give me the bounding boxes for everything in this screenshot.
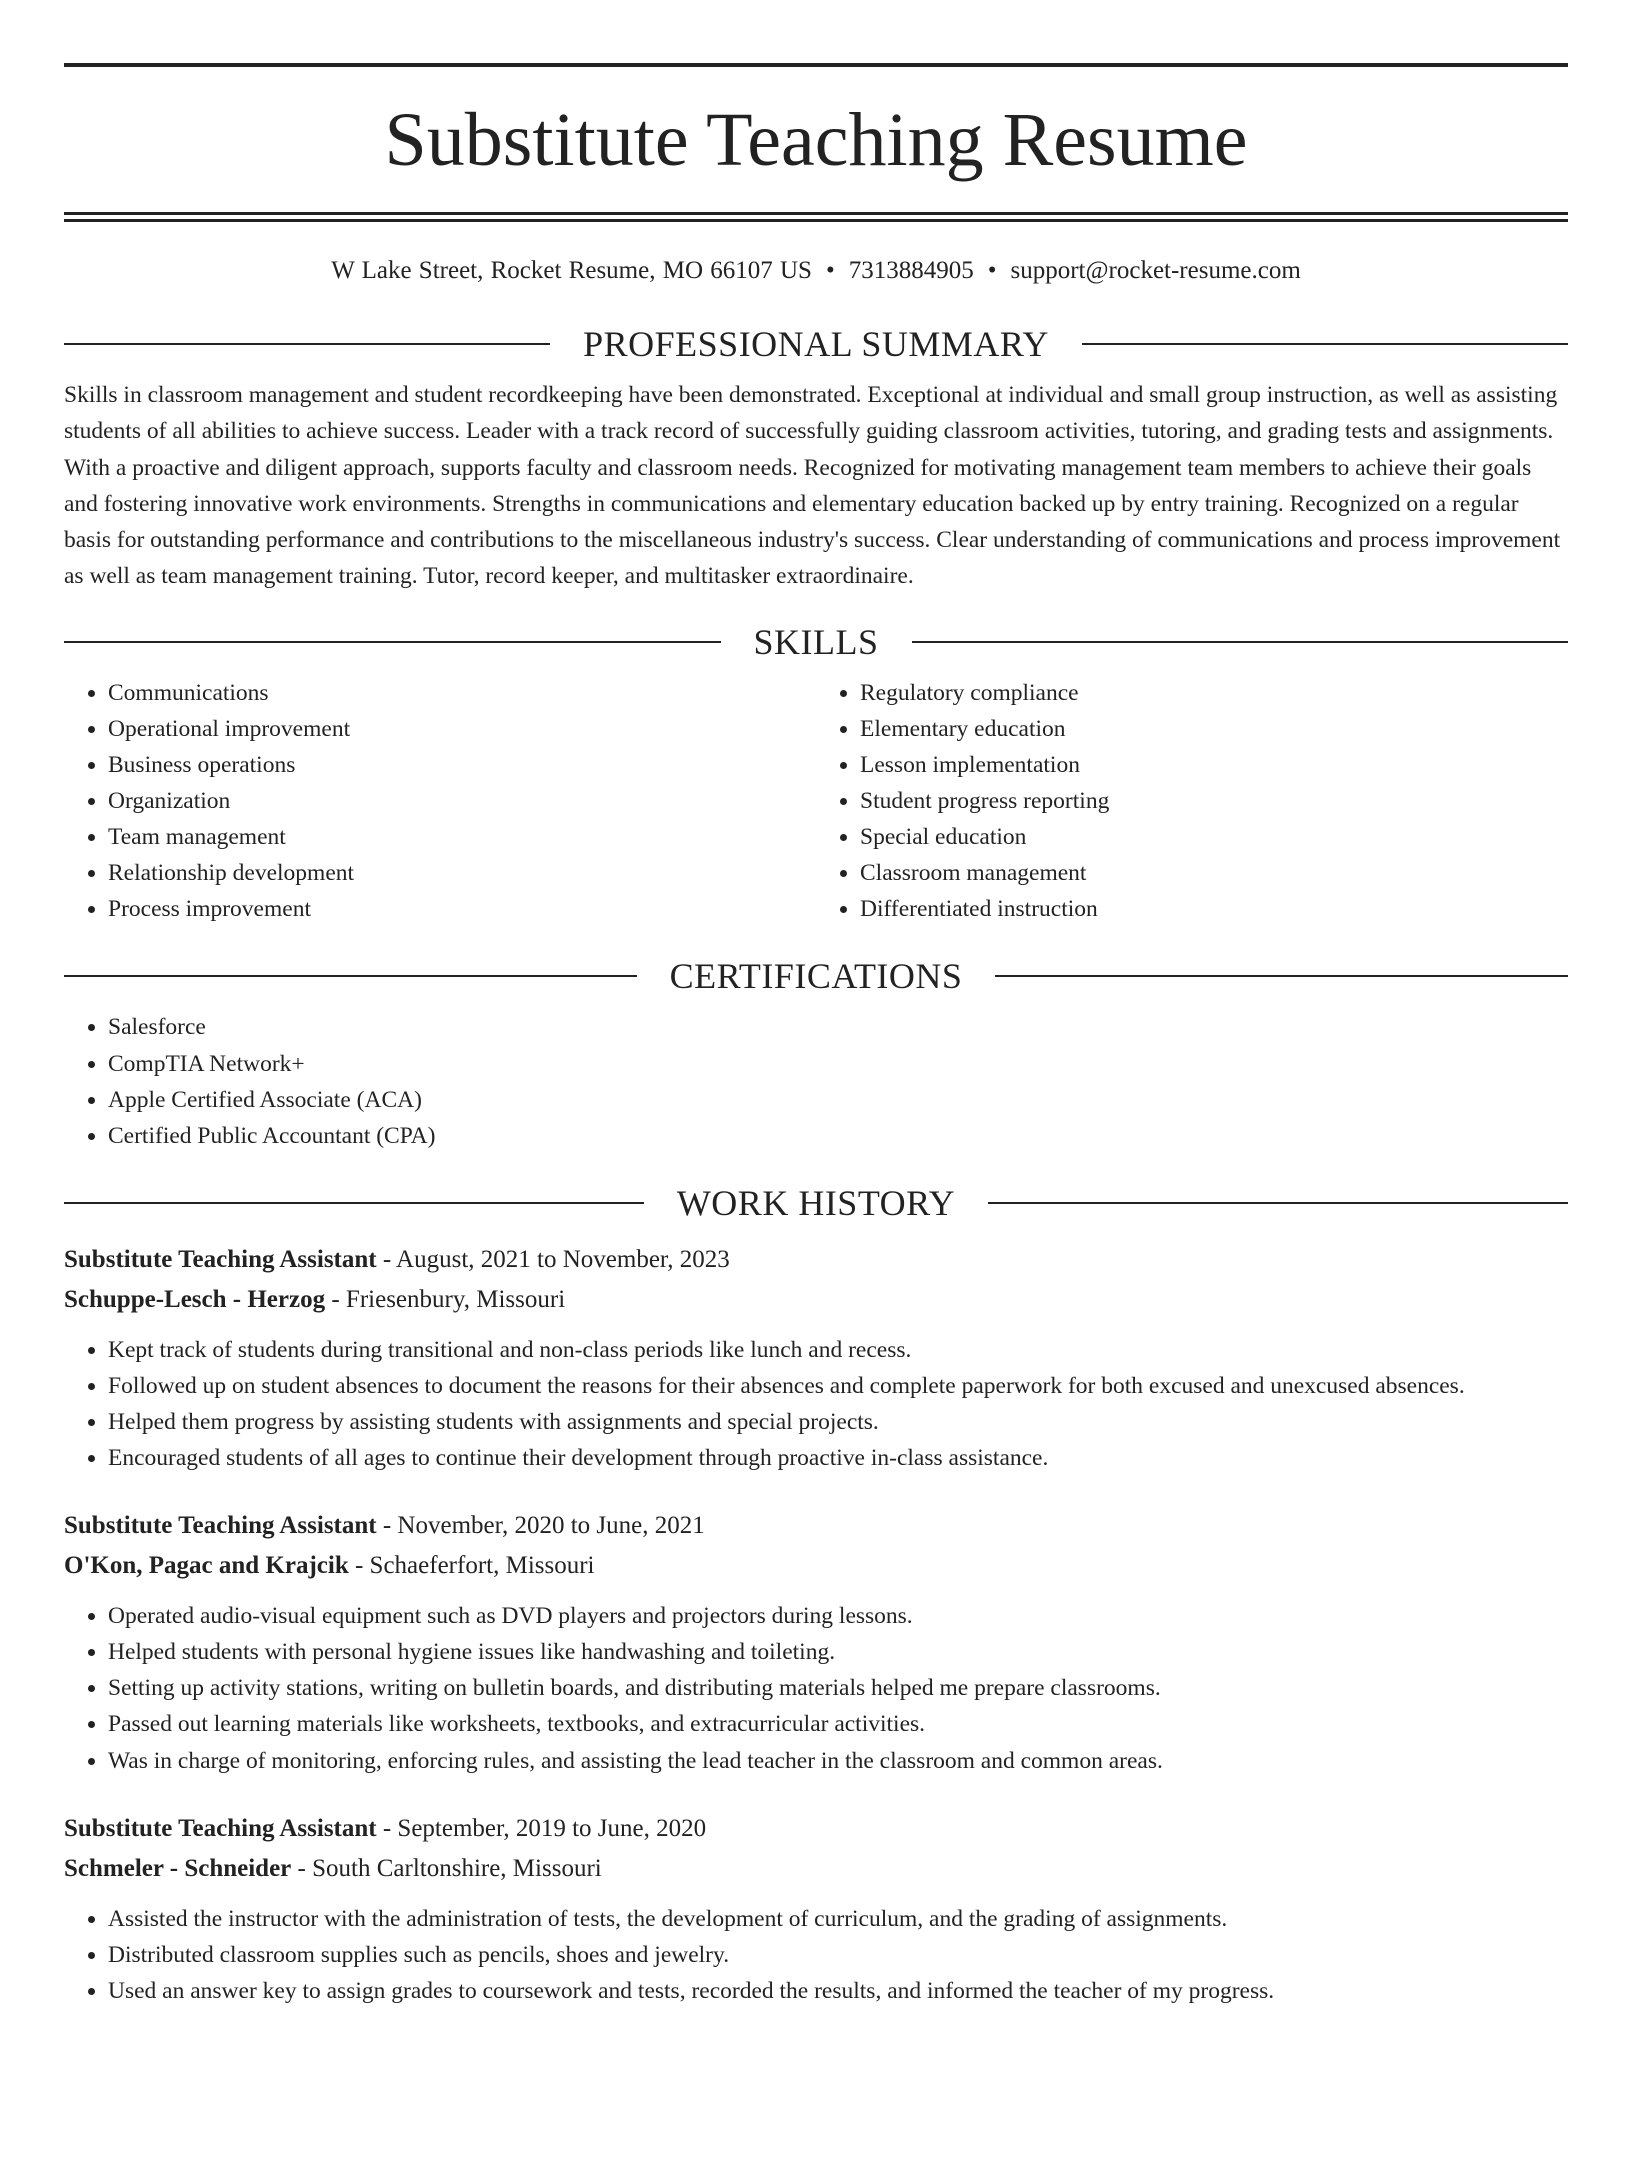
certifications-heading [64,953,1568,999]
skill-item: • Business operations [108,747,816,783]
certification-item: • Salesforce [108,1009,1568,1045]
heading-rule [912,641,1569,643]
job-company: O'Kon, Pagac and Krajcik [64,1552,349,1580]
certification-item: • Apple Certified Associate (ACA) [108,1082,1568,1118]
job-bullets [64,1901,1568,2009]
skill-item: • Student progress reporting [860,783,1568,819]
job-bullets [64,1332,1568,1476]
heading-rule [64,641,721,643]
job-company: Schmeler - Schneider [64,1854,292,1882]
heading-rule [64,975,637,977]
job-bullet: • Passed out learning materials like worksheets, textbooks, and extracurricular activities. [108,1706,1568,1742]
skills-left-column [64,675,816,928]
skill-item: • Communications [108,675,816,711]
job-title: Substitute Teaching Assistant [64,1245,377,1273]
skill-item: • Lesson implementation [860,747,1568,783]
contact-phone: 7313884905 [848,257,974,284]
heading-rule [995,975,1568,977]
job-dates: - August, 2021 to November, 2023 [376,1245,730,1273]
job-company: Schuppe-Lesch - Herzog [64,1285,326,1313]
skill-item: • Regulatory compliance [860,675,1568,711]
job-dates: - November, 2020 to June, 2021 [376,1512,705,1540]
contact-address: W Lake Street, Rocket Resume, MO 66107 US [331,257,812,284]
summary-heading-label: PROFESSIONAL SUMMARY [583,324,1049,364]
job-bullet: • Assisted the instructor with the administration of tests, the development of curriculum, and the grading of assignments. [108,1901,1568,1937]
resume-title: Substitute Teaching Resume [384,98,1248,182]
skill-item: • Organization [108,783,816,819]
job-title: Substitute Teaching Assistant [64,1814,377,1842]
job-entry [64,1809,1568,2009]
certification-item: • Certified Public Accountant (CPA) [108,1118,1568,1154]
skills-heading [64,619,1568,665]
work-history-heading-label: WORK HISTORY [676,1182,956,1223]
job-bullet: • Used an answer key to assign grades to coursework and tests, recorded the results, and informed the teacher of my progress. [108,1973,1568,2009]
contact-separator: • [825,257,835,284]
summary-text: Skills in classroom management and student recordkeeping have been demonstrated. Exceptional at individual and small group instruction, as well as assisting students of all abilities to achieve success. Leader with a track record of successfully guiding classroom activities, tutoring, and grading tests and assignments. With a proactive and diligent approach, supports faculty and classroom needs. Recognized for motivating management team members to achieve their goals and fostering innovative work environments. Strengths in communications and elementary education backed up by entry training. Recognized on a regular basis for outstanding performance and contributions to the miscellaneous industry's success. Clear understanding of communications and process improvement as well as team management training. Tutor, record keeper, and multitasker extraordinaire. [64,382,1561,590]
work-history-list [64,1240,1568,2009]
skill-item: • Classroom management [860,855,1568,891]
job-location: - Schaeferfort, Missouri [348,1552,595,1580]
contact-email: support@rocket-resume.com [1010,257,1301,284]
certification-item: • CompTIA Network+ [108,1046,1568,1082]
skill-item: • Special education [860,819,1568,855]
job-company-line [64,1280,1568,1320]
heading-rule [64,1202,644,1204]
job-bullet: • Operated audio-visual equipment such as DVD players and projectors during lessons. [108,1598,1568,1634]
certifications-heading-label: CERTIFICATIONS [669,956,963,997]
job-bullets [64,1598,1568,1778]
skills-heading-label: SKILLS [753,621,879,662]
job-title-line [64,1506,1568,1546]
job-entry [64,1506,1568,1778]
job-title-line [64,1809,1568,1849]
job-entry [64,1240,1568,1476]
skill-item: • Elementary education [860,711,1568,747]
job-company-line [64,1546,1568,1586]
job-company-line [64,1849,1568,1889]
summary-heading [64,321,1568,367]
title-double-rule [64,212,1568,222]
heading-rule [1082,343,1568,345]
contact-line [64,254,1568,288]
skills-right-column [816,675,1568,928]
job-location: - Friesenbury, Missouri [325,1285,566,1313]
skill-item: • Operational improvement [108,711,816,747]
job-title: Substitute Teaching Assistant [64,1512,377,1540]
skill-item: • Relationship development [108,855,816,891]
resume-page [0,63,1632,2175]
job-bullet: • Kept track of students during transitional and non-class periods like lunch and recess. [108,1332,1568,1368]
skill-item: • Differentiated instruction [860,891,1568,927]
job-bullet: • Helped them progress by assisting students with assignments and special projects. [108,1404,1568,1440]
job-bullet: • Distributed classroom supplies such as pencils, shoes and jewelry. [108,1937,1568,1973]
top-rule [64,63,1568,67]
job-bullet: • Followed up on student absences to document the reasons for their absences and complete paperwork for both excused and unexcused absences. [108,1368,1568,1404]
job-title-line [64,1240,1568,1280]
heading-rule [64,343,550,345]
job-location: - South Carltonshire, Missouri [291,1854,602,1882]
job-bullet: • Helped students with personal hygiene issues like handwashing and toileting. [108,1634,1568,1670]
job-bullet: • Setting up activity stations, writing on bulletin boards, and distributing materials helped me prepare classrooms. [108,1670,1568,1706]
job-bullet: • Encouraged students of all ages to continue their development through proactive in-class assistance. [108,1440,1568,1476]
certifications-list [64,1009,1568,1153]
skill-item: • Process improvement [108,891,816,927]
job-bullet: • Was in charge of monitoring, enforcing rules, and assisting the lead teacher in the classroom and common areas. [108,1743,1568,1779]
skills-list [64,675,1568,928]
job-dates: - September, 2019 to June, 2020 [376,1814,707,1842]
contact-separator: • [987,257,997,284]
heading-rule [988,1202,1568,1204]
work-history-heading [64,1180,1568,1226]
skill-item: • Team management [108,819,816,855]
